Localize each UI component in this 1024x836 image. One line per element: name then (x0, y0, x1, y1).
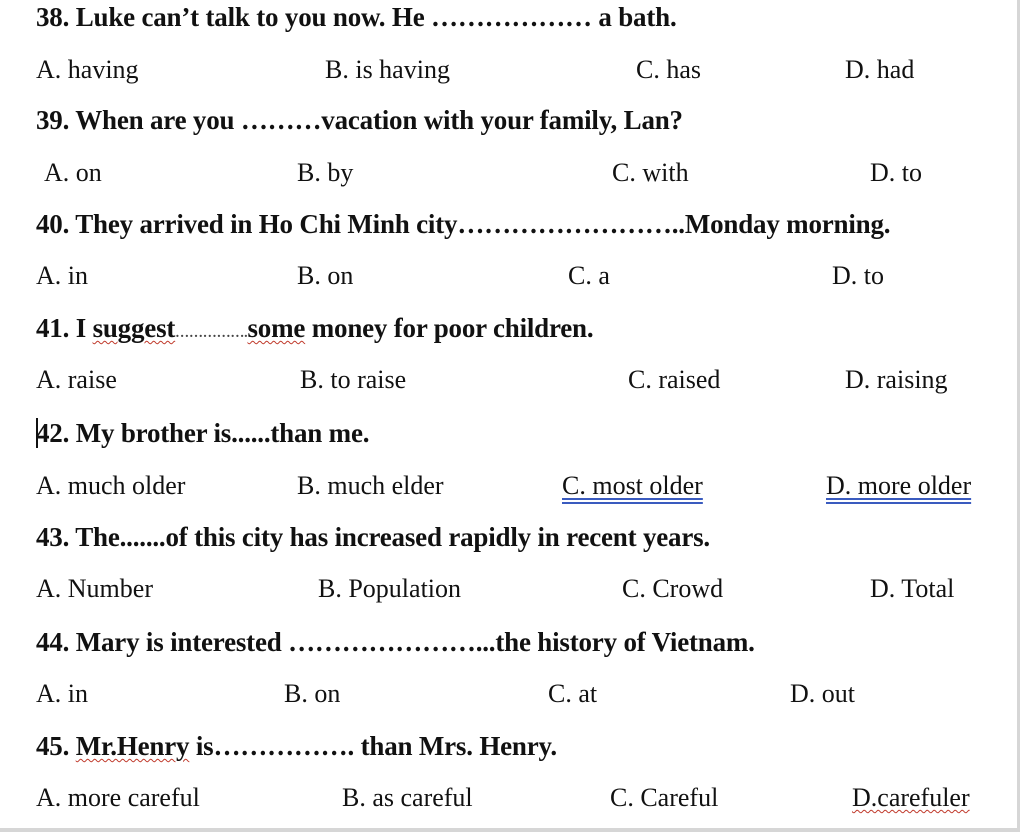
q43-option-b: B. Population (318, 574, 462, 603)
q40-option-d: D. to (832, 261, 884, 290)
question-45 (36, 731, 557, 762)
question-42: 42. My brother is......than me. (36, 418, 370, 448)
q43-option-d: D. Total (870, 574, 955, 603)
q41-part-1: 41. I (36, 313, 93, 343)
q45-option-c: C. Careful (610, 783, 719, 812)
q45-option-d (852, 783, 970, 813)
question-41 (36, 313, 593, 344)
q39-option-a: A. on (44, 158, 102, 187)
q40-option-a: A. in (36, 261, 88, 290)
q41-part-blank: ……………. (175, 326, 248, 341)
question-44: 44. Mary is interested …………………...the history of Vietnam. (36, 627, 755, 657)
q41-part-rest: money for poor children. (305, 313, 594, 343)
q42-option-d-text: D. more older (826, 471, 972, 500)
q45-part-name: Mr.Henry (75, 731, 190, 761)
q40-option-b: B. on (297, 261, 354, 290)
q41-option-c: C. raised (628, 365, 721, 394)
q43-option-a: A. Number (36, 574, 153, 603)
q38-option-b: B. is having (325, 55, 450, 84)
q42-option-a: A. much older (36, 471, 186, 500)
q44-option-b: B. on (284, 679, 341, 708)
q41-option-a: A. raise (36, 365, 117, 394)
q41-part-some: some (247, 313, 306, 343)
q39-option-d: D. to (870, 158, 922, 187)
q42-option-c-text: C. most older (562, 471, 703, 500)
q42-option-c (562, 471, 703, 501)
question-43: 43. The.......of this city has increased rapidly in recent years. (36, 522, 710, 552)
question-39: 39. When are you ………vacation with your family, Lan? (36, 105, 683, 135)
q39-option-c: C. with (612, 158, 689, 187)
q41-part-suggest: suggest (92, 313, 176, 343)
q45-option-b: B. as careful (342, 783, 473, 812)
q44-option-a: A. in (36, 679, 88, 708)
q42-option-d (826, 471, 971, 501)
q39-option-b: B. by (297, 158, 354, 187)
q44-option-d: D. out (790, 679, 855, 708)
question-38: 38. Luke can’t talk to you now. He ……………… a bath. (36, 2, 677, 32)
q40-option-c: C. a (568, 261, 610, 290)
q41-option-d: D. raising (845, 365, 948, 394)
question-40: 40. They arrived in Ho Chi Minh city……………………..Monday morning. (36, 209, 891, 239)
q38-option-c: C. has (636, 55, 701, 84)
q45-option-a: A. more careful (36, 783, 200, 812)
q42-option-b: B. much elder (297, 471, 444, 500)
q43-option-c: C. Crowd (622, 574, 724, 603)
q45-part-rest: is……………. than Mrs. Henry. (189, 731, 557, 761)
q41-option-b: B. to raise (300, 365, 407, 394)
q44-option-c: C. at (548, 679, 598, 708)
q45-part-1: 45. (36, 731, 76, 761)
q38-option-d: D. had (845, 55, 915, 84)
q38-option-a: A. having (36, 55, 139, 84)
q45-option-d-text: D.carefuler (852, 783, 970, 812)
